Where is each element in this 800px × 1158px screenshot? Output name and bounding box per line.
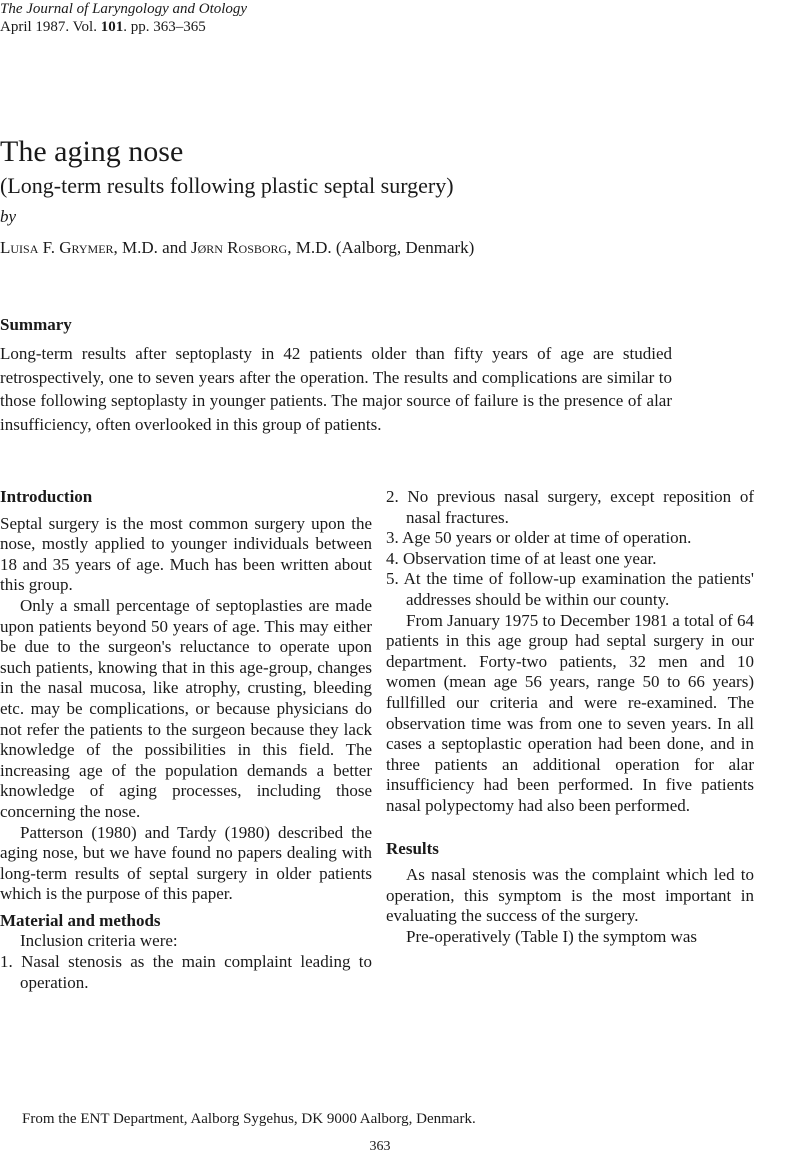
criterion-3: 3. Age 50 years or older at time of operation. — [386, 528, 692, 548]
affiliation-footnote: From the ENT Department, Aalborg Sygehus, DK 9000 Aalborg, Denmark. — [22, 1111, 476, 1127]
author-1-last: F. Grymer — [42, 238, 114, 257]
results-paragraph-1: As nasal stenosis was the complaint which led to operation, this symptom is the most important in evaluating the success of the surgery. — [386, 865, 754, 926]
criterion-5: 5. At the time of follow-up examination the patients' addresses should be within our county. — [386, 569, 754, 609]
author-line — [0, 238, 474, 258]
introduction-paragraph-2: Only a small percentage of septoplasties are made upon patients beyond 50 years of age. This may either be due to the surgeon's reluctance to operate upon such patients, knowing that in this age-group, changes in the nasal mucosa, like atrophy, crusting, bleeding etc. may be complications, or because physicians do not refer the patients to the surgeon because they lack knowledge of the possibilities in this field. The increasing age of the population demands a better knowledge of aging processes, including those concerning the nose. — [0, 595, 372, 821]
issue-prefix: April 1987. Vol. — [0, 19, 97, 35]
results-heading: Results — [386, 838, 439, 858]
author-1-degree: , M.D. and — [113, 238, 191, 257]
methods-heading: Material and methods — [0, 910, 161, 930]
criterion-1: 1. Nasal stenosis as the main complaint leading to operation. — [0, 952, 372, 992]
left-column — [0, 487, 372, 993]
introduction-paragraph-3: Patterson (1980) and Tardy (1980) described the aging nose, but we have found no papers dealing with long-term results of septal surgery in older patients which is the purpose of this paper. — [0, 822, 372, 904]
journal-header — [0, 0, 247, 36]
page-range: . pp. 363–365 — [123, 19, 206, 35]
methods-paragraph-1: From January 1975 to December 1981 a total of 64 patients in this age group had septal surgery in our department. Forty-two patients, 32 men and 10 women (mean age 56 years, range 50 to 66 years) fullfilled our criteria and were re-examined. The observation time was from one to seven years. In all cases a septoplastic operation had been done, and in three patients an additional operation for alar insufficiency had been performed. In five patients nasal polypectomy had also been performed. — [386, 610, 754, 815]
methods-intro: Inclusion criteria were: — [20, 931, 178, 951]
criterion-4: 4. Observation time of at least one year. — [386, 548, 657, 568]
author-1-first: Luisa — [0, 238, 39, 257]
right-column — [386, 487, 754, 947]
issue-line — [0, 19, 206, 35]
by-line: by — [0, 207, 17, 226]
results-paragraph-2: Pre-operatively (Table I) the symptom was — [406, 926, 698, 946]
criterion-2: 2. No previous nasal surgery, except reposition of nasal fractures. — [386, 487, 754, 527]
summary-heading: Summary — [0, 315, 72, 334]
article-title: The aging nose — [0, 135, 184, 168]
article-subtitle: (Long-term results following plastic septal surgery) — [0, 173, 454, 198]
summary-text: Long-term results after septoplasty in 42 patients older than fifty years of age are studied retrospectively, one to seven years after the operation. The results and complications are similar to those following septoplasty in younger patients. The major source of failure is the presence of alar insufficiency, often overlooked in this group of patients. — [0, 344, 672, 434]
introduction-paragraph-1: Septal surgery is the most common surgery upon the nose, mostly applied to younger individuals between 18 and 35 years of age. Much has been written about this group. — [0, 513, 372, 595]
author-2-affiliation: , M.D. (Aalborg, Denmark) — [287, 238, 475, 257]
introduction-heading: Introduction — [0, 487, 93, 506]
journal-title: The Journal of Laryngology and Otology — [0, 1, 248, 17]
volume-number: 101 — [100, 19, 124, 35]
author-2-name: Jørn Rosborg — [190, 238, 288, 257]
page-number: 363 — [369, 1139, 391, 1154]
